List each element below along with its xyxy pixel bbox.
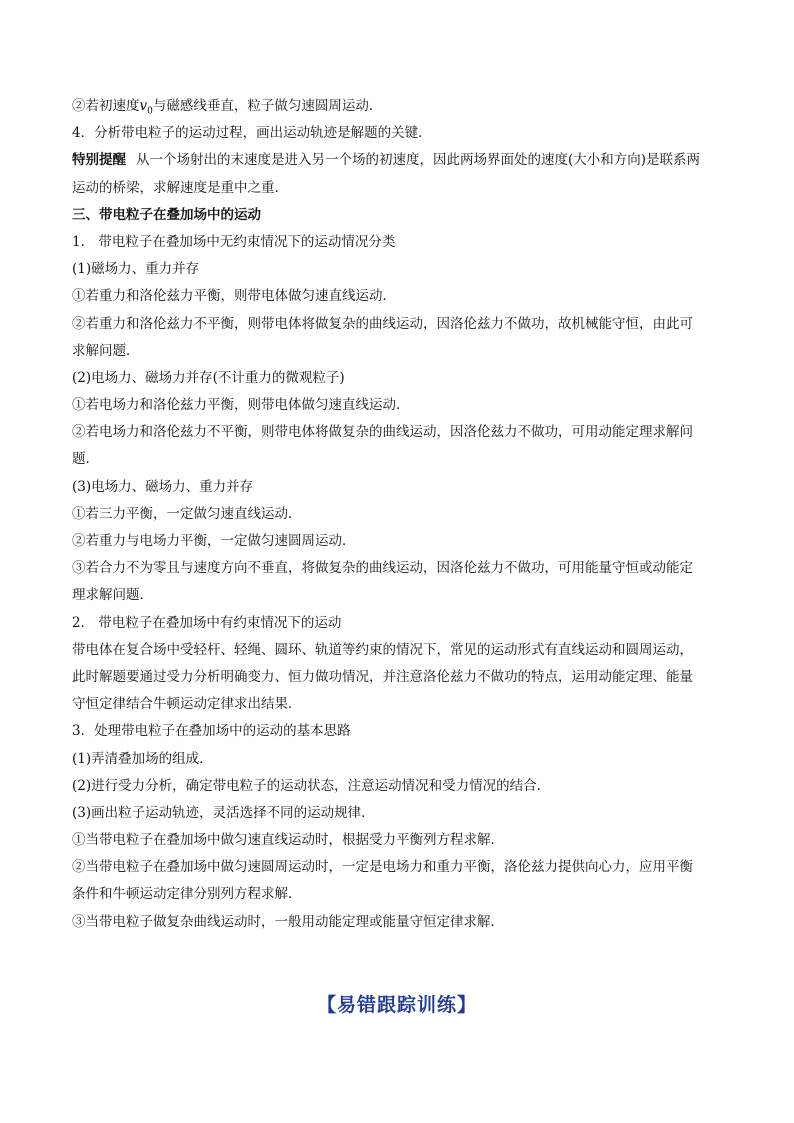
text-line: 求解问题． xyxy=(72,342,140,359)
text-line: 4．分析带电粒子的运动过程，画出运动轨迹是解题的关键． xyxy=(72,125,432,142)
velocity-symbol xyxy=(139,98,153,117)
text-line: 条件和牛顿运动定律分别列方程求解． xyxy=(72,886,302,903)
text-line: ②若电场力和洛伦兹力不平衡，则带电体将做复杂的曲线运动，因洛伦兹力不做功，可用动能定理求解问 xyxy=(72,424,693,441)
velocity-letter: v xyxy=(139,98,148,114)
text-line: (2)电场力、磁场力并存(不计重力的微观粒子) xyxy=(72,369,345,386)
text-segment: 与磁感线垂直，粒子做匀速圆周运动． xyxy=(152,98,383,114)
text-line: 题． xyxy=(72,451,99,468)
text-line: ③当带电粒子做复杂曲线运动时，一般用动能定理或能量守恒定律求解． xyxy=(72,913,504,930)
section-heading: 三、带电粒子在叠加场中的运动 xyxy=(72,206,261,223)
text-line: (3)画出粒子运动轨迹，灵活选择不同的运动规律． xyxy=(72,804,375,821)
special-tip-label: 特别提醒 xyxy=(72,152,126,169)
text-line: (2)进行受力分析，确定带电粒子的运动状态，注意运动情况和受力情况的结合． xyxy=(72,777,551,794)
text-segment: 从一个场射出的末速度是进入另一个场的初速度，因此两场界面处的速度(大小和方向)是联系两 xyxy=(136,152,701,169)
velocity-subscript: 0 xyxy=(147,106,153,117)
text-line: ①若电场力和洛伦兹力平衡，则带电体做匀速直线运动． xyxy=(72,397,410,414)
text-line: (3)电场力、磁场力、重力并存 xyxy=(72,478,254,495)
text-line: 此时解题要通过受力分析明确变力、恒力做功情况，并注意洛伦兹力不做功的特点，运用动能定理、能量 xyxy=(72,668,693,685)
text-line: 带电体在复合场中受轻杆、轻绳、圆环、轨道等约束的情况下，常见的运动形式有直线运动和圆周运动， xyxy=(72,641,693,658)
text-line: 1． 带电粒子在叠加场中无约束情况下的运动情况分类 xyxy=(72,233,396,250)
text-line: ①若三力平衡，一定做匀速直线运动． xyxy=(72,505,302,522)
text-line: ①当带电粒子在叠加场中做匀速直线运动时，根据受力平衡列方程求解． xyxy=(72,832,504,849)
text-segment: ②若初速度 xyxy=(72,98,140,114)
text-line: ③若合力不为零且与速度方向不垂直，将做复杂的曲线运动，因洛伦兹力不做功，可用能量守恒或动能定 xyxy=(72,560,693,577)
text-line: (1)弄清叠加场的组成． xyxy=(72,750,213,767)
text-line: (1)磁场力、重力并存 xyxy=(72,261,200,278)
practice-section-title: 【易错跟踪训练】 xyxy=(316,994,477,1016)
text-line: 守恒定律结合牛顿运动定律求出结果． xyxy=(72,696,302,713)
text-line: ①若重力和洛伦兹力平衡，则带电体做匀速直线运动． xyxy=(72,288,396,305)
document-body xyxy=(72,93,722,936)
special-tip-line xyxy=(72,147,722,174)
text-line: 理求解问题． xyxy=(72,587,153,604)
text-line: 运动的桥梁，求解速度是重中之重． xyxy=(72,179,288,196)
text-line: ②当带电粒子在叠加场中做匀速圆周运动时，一定是电场力和重力平衡，洛伦兹力提供向心力，应用平衡 xyxy=(72,859,693,876)
text-line: ②若重力和洛伦兹力不平衡，则带电体将做复杂的曲线运动，因洛伦兹力不做功，故机械能守恒，由此可 xyxy=(72,315,693,332)
text-line: 3．处理带电粒子在叠加场中的运动的基本思路 xyxy=(72,723,351,740)
text-line xyxy=(72,93,722,120)
text-line: ②若重力与电场力平衡，一定做匀速圆周运动． xyxy=(72,533,356,549)
text-line: 2． 带电粒子在叠加场中有约束情况下的运动 xyxy=(72,614,342,631)
